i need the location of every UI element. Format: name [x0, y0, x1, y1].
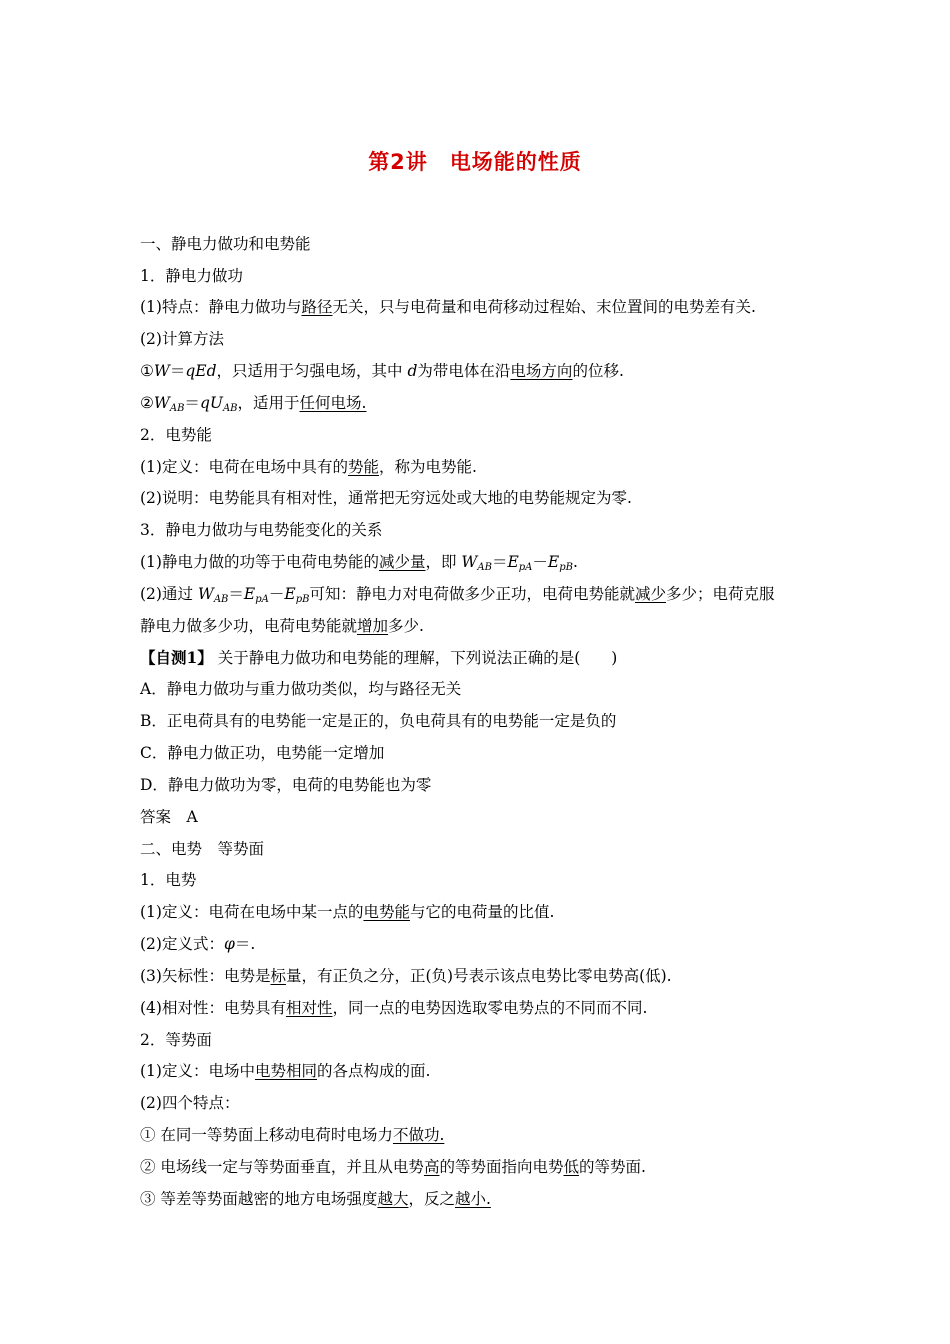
formula-line: ①W＝qEd，只适用于匀强电场，其中 d为带电体在沿电场方向的位移. — [140, 362, 624, 380]
self-test-tag: 【自测1】 — [140, 648, 213, 667]
formula-line: $②W_{AB}=qU_{AB}$，适用于任何电场. — [140, 394, 367, 414]
option-b: B．正电荷具有的电势能一定是正的，负电荷具有的电势能一定是负的 — [140, 712, 617, 730]
option-d: D．静电力做功为零，电荷的电势能也为零 — [140, 776, 432, 794]
lecture-title: 电场能的性质 — [449, 150, 582, 174]
text-line: (2)计算方法 — [140, 330, 224, 348]
subheading-equipotential: 2．等势面 — [140, 1031, 212, 1049]
text-line: (3)矢标性：电势是标量，有正负之分，正(负)号表示该点电势比零电势高(低). — [140, 967, 672, 985]
lecture-number: 第2讲 — [368, 150, 428, 174]
text-line: ② 电场线一定与等势面垂直，并且从电势高的等势面指向电势低的等势面. — [140, 1158, 646, 1176]
text-line: (1)定义：电荷在电场中具有的势能，称为电势能. — [140, 458, 477, 476]
text-line: ① 在同一等势面上移动电荷时电场力不做功. — [140, 1126, 445, 1144]
subheading-relation: 3．静电力做功与电势能变化的关系 — [140, 521, 383, 539]
text-line: (4)相对性：电势具有相对性，同一点的电势因选取零电势点的不同而不同. — [140, 999, 648, 1017]
text-line: (2)说明：电势能具有相对性，通常把无穷远处或大地的电势能规定为零. — [140, 489, 632, 507]
text-line: (1)定义：电场中电势相同的各点构成的面. — [140, 1062, 431, 1080]
formula-line: (2)通过 $W_{AB}=E_{pA}-E_{pB}$可知：静电力对电荷做多少正功，电荷电势能就减少多少；电荷克服 — [140, 585, 775, 605]
section-heading-1: 一、静电力做功和电势能 — [140, 235, 311, 253]
page-title — [0, 146, 950, 176]
formula-line: (2)定义式：φ＝. — [140, 935, 256, 953]
answer: 答案 A — [140, 808, 198, 826]
section-heading-2: 二、电势 等势面 — [140, 840, 265, 858]
formula-line: (1)静电力做的功等于电荷电势能的减少量，即 $W_{AB}=E_{pA}-E_{pB}$. — [140, 553, 578, 573]
subheading-work: 1．静电力做功 — [140, 267, 243, 285]
subheading-potential-energy: 2．电势能 — [140, 426, 212, 444]
self-test-question: 【自测1】 关于静电力做功和电势能的理解，下列说法正确的是( ) — [140, 648, 618, 667]
subheading-potential: 1．电势 — [140, 871, 197, 889]
text-line: (1)定义：电荷在电场中某一点的电势能与它的电荷量的比值. — [140, 903, 555, 921]
text-line: 静电力做多少功，电荷电势能就增加多少. — [140, 617, 424, 635]
text-line: (1)特点：静电力做功与路径无关，只与电荷量和电荷移动过程始、末位置间的电势差有关. — [140, 298, 756, 316]
text-line: (2)四个特点： — [140, 1094, 240, 1112]
option-c: C．静电力做正功，电势能一定增加 — [140, 744, 385, 762]
option-a: A．静电力做功与重力做功类似，均与路径无关 — [140, 680, 462, 698]
text-line: ③ 等差等势面越密的地方电场强度越大，反之越小. — [140, 1190, 491, 1208]
